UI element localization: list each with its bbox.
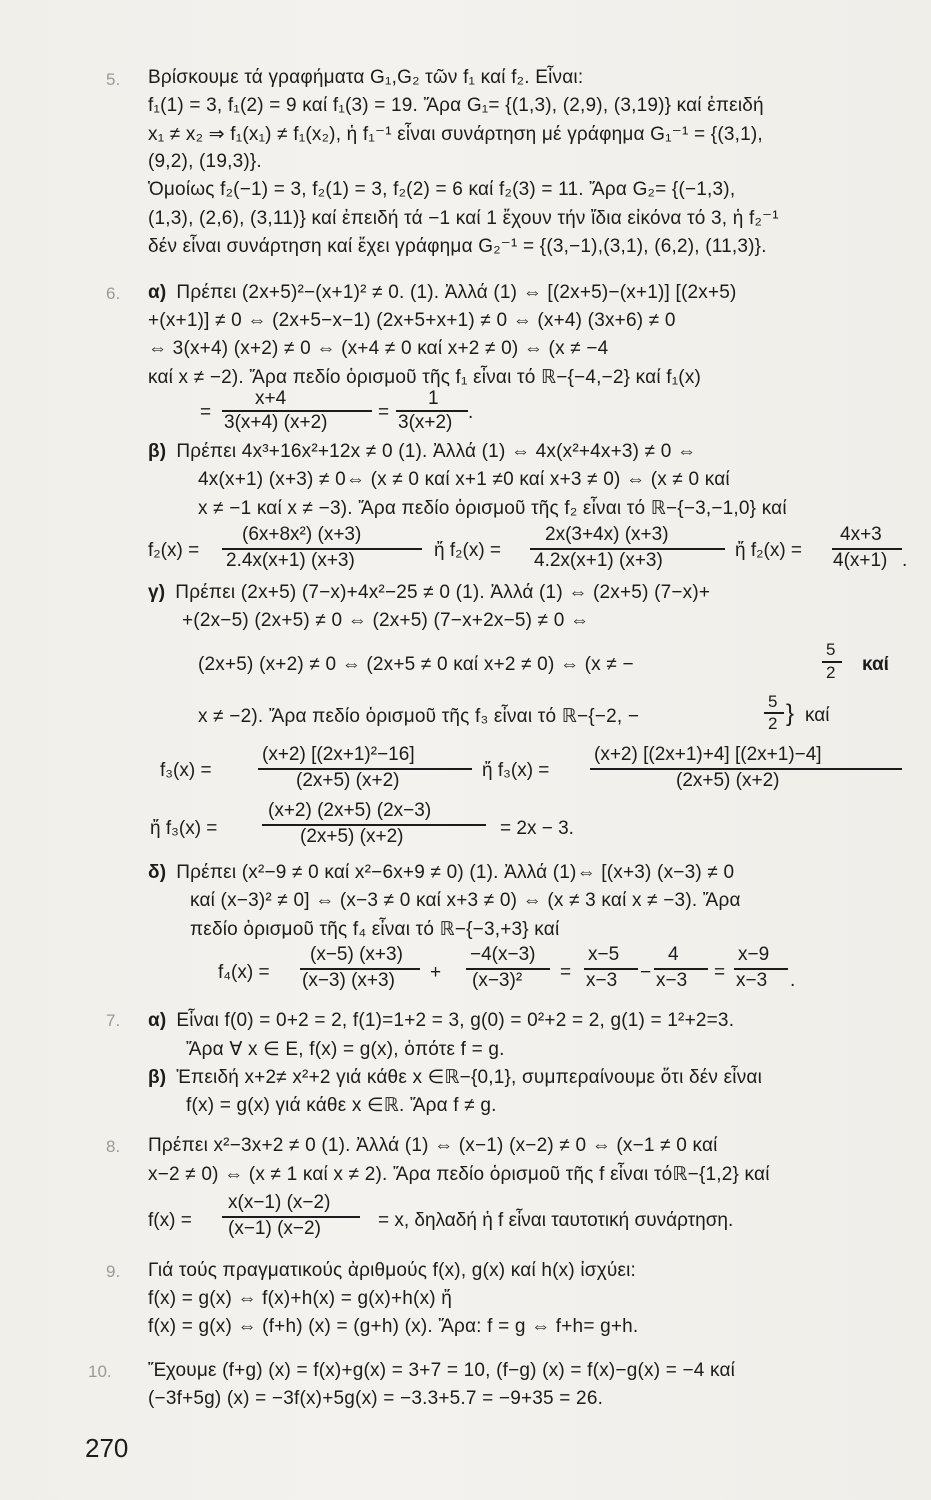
problem-number-6: 6. bbox=[106, 284, 121, 303]
problem-5-line-7: δέν εἶναι συνάρτηση καί ἔχει γράφημα G₂⁻¹ = {(3,−1),(3,1), (6,2), (11,3)}. bbox=[148, 236, 767, 257]
frac-denominator: x−3 bbox=[586, 970, 618, 991]
part-label-beta: β) bbox=[148, 441, 167, 462]
problem-7a-line-1: α) Εἶναι f(0) = 0+2 = 2, f(1)=1+2 = 3, g(0) = 0²+2 = 2, g(1) = 1²+2=3. bbox=[148, 1010, 735, 1031]
frac-lhs: f(x) = bbox=[148, 1210, 192, 1231]
problem-9-line-3: f(x) = g(x) ⇔ (f+h) (x) = (g+h) (x). Ἄρα: f = g ⇔ f+h= g+h. bbox=[148, 1316, 639, 1337]
frac-numerator: (x+2) (2x+5) (2x−3) bbox=[268, 800, 432, 821]
problem-number-8: 8. bbox=[106, 1137, 121, 1156]
problem-6c-line-1: γ) Πρέπει (2x+5) (7−x)+4x²−25 ≠ 0 (1). Ἀλλά (1) ⇔ (2x+5) (7−x)+ bbox=[148, 582, 711, 603]
frac-numerator: x(x−1) (x−2) bbox=[228, 1192, 331, 1213]
frac-numerator: 4 bbox=[668, 944, 679, 965]
frac-numerator: 1 bbox=[428, 388, 439, 409]
part-label-beta: β) bbox=[148, 1067, 167, 1088]
frac-denominator: x−3 bbox=[656, 970, 688, 991]
problem-6c-line-3: (2x+5) (x+2) ≠ 0 ⇔ (2x+5 ≠ 0 καί x+2 ≠ 0) ⇔ (x ≠ − bbox=[198, 654, 634, 675]
problem-8-line-1: Πρέπει x²−3x+2 ≠ 0 (1). Ἀλλά (1) ⇔ (x−1) (x−2) ≠ 0 ⇔ (x−1 ≠ 0 καί bbox=[148, 1135, 718, 1156]
frac-numerator: (x−5) (x+3) bbox=[310, 944, 403, 965]
brace: } bbox=[786, 700, 795, 727]
part-label-alpha: α) bbox=[148, 1010, 167, 1031]
problem-9-line-2: f(x) = g(x) ⇔ f(x)+h(x) = g(x)+h(x) ἤ bbox=[148, 1288, 453, 1309]
problem-6a-line-4: καί x ≠ −2). Ἄρα πεδίο ὁρισμοῦ τῆς f₁ εἶναι τό ℝ−{−4,−2} καί f₁(x) bbox=[148, 367, 702, 388]
frac-denominator: x−3 bbox=[736, 970, 768, 991]
problem-6b-line-1: β) Πρέπει 4x³+16x²+12x ≠ 0 (1). Ἀλλά (1) ⇔ 4x(x²+4x+3) ≠ 0 ⇔ bbox=[148, 441, 697, 462]
frac-rhs: = 2x − 3. bbox=[500, 818, 574, 839]
problem-10-line-1: Ἔχουμε (f+g) (x) = f(x)+g(x) = 3+7 = 10, (f−g) (x) = f(x)−g(x) = −4 καί bbox=[148, 1360, 736, 1381]
problem-6a-line-1: α) Πρέπει (2x+5)²−(x+1)² ≠ 0. (1). Ἀλλά (1) ⇔ [(2x+5)−(x+1)] [(2x+5) bbox=[148, 282, 737, 303]
problem-9-line-1: Γιά τούς πραγματικούς ἀριθμούς f(x), g(x) καί h(x) ἰσχύει: bbox=[148, 1260, 637, 1281]
frac-numerator: 4x+3 bbox=[840, 524, 882, 545]
problem-8-line-2: x−2 ≠ 0) ⇔ (x ≠ 1 καί x ≠ 2). Ἄρα πεδίο ὁρισμοῦ τῆς f εἶναι τόℝ−{1,2} καί bbox=[148, 1164, 770, 1185]
frac-or: ἤ f₂(x) = bbox=[735, 540, 803, 561]
small-frac-numerator: 5 bbox=[768, 692, 778, 711]
part-label-alpha: α) bbox=[148, 282, 167, 303]
part-label-gamma: γ) bbox=[148, 582, 166, 603]
problem-6a-line-2: +(x+1)] ≠ 0 ⇔ (2x+5−x−1) (2x+5+x+1) ≠ 0 ⇔ (x+4) (3x+6) ≠ 0 bbox=[148, 310, 676, 331]
frac-denominator: (2x+5) (x+2) bbox=[296, 770, 400, 791]
page-number: 270 bbox=[85, 1433, 129, 1463]
frac-equals: = bbox=[714, 962, 726, 983]
frac-numerator: x+4 bbox=[255, 388, 287, 409]
problem-7b-line-1: β) Ἐπειδή x+2≠ x²+2 γιά κάθε x ∈ℝ−{0,1}, συμπεραίνουμε ὅτι δέν εἶναι bbox=[148, 1067, 763, 1088]
frac-equals: = bbox=[560, 962, 572, 983]
frac-denominator: (x−3)² bbox=[472, 970, 523, 991]
problem-6c-line-4: x ≠ −2). Ἄρα πεδίο ὁρισμοῦ τῆς f₃ εἶναι τό ℝ−{−2, − bbox=[198, 706, 640, 727]
problem-6d-line-3: πεδίο ὁρισμοῦ τῆς f₄ εἶναι τό ℝ−{−3,+3} καί bbox=[190, 919, 560, 940]
problem-6a-line-3: ⇔ 3(x+4) (x+2) ≠ 0 ⇔ (x+4 ≠ 0 καί x+2 ≠ 0) ⇔ (x ≠ −4 bbox=[148, 338, 609, 359]
frac-denominator: (x−3) (x+3) bbox=[302, 970, 395, 991]
small-frac-numerator: 5 bbox=[826, 640, 836, 659]
frac-suffix: . bbox=[790, 970, 796, 991]
frac-equals: = bbox=[378, 402, 390, 423]
small-frac-denominator: 2 bbox=[826, 663, 836, 682]
frac-suffix: . bbox=[468, 402, 474, 423]
problem-7a-line-2: Ἄρα ∀ x ∈ E, f(x) = g(x), ὁπότε f = g. bbox=[186, 1039, 505, 1060]
frac-denominator: (2x+5) (x+2) bbox=[300, 826, 404, 847]
frac-numerator: (6x+8x²) (x+3) bbox=[242, 524, 362, 545]
frac-lhs: f₄(x) = bbox=[218, 962, 270, 983]
frac-or: ἤ f₂(x) = bbox=[434, 540, 502, 561]
problem-6d-line-1: δ) Πρέπει (x²−9 ≠ 0 καί x²−6x+9 ≠ 0) (1). Ἀλλά (1)⇔ [(x+3) (x−3) ≠ 0 bbox=[148, 862, 735, 883]
problem-6c-line-2: +(2x−5) (2x+5) ≠ 0 ⇔ (2x+5) (7−x+2x−5) ≠ 0 ⇔ bbox=[182, 610, 590, 631]
frac-suffix: . bbox=[902, 550, 908, 571]
frac-rhs: = x, δηλαδή ἡ f εἶναι ταυτοτική συνάρτηση. bbox=[378, 1210, 734, 1231]
problem-5-line-3: x₁ ≠ x₂ ⇒ f₁(x₁) ≠ f₁(x₂), ἡ f₁⁻¹ εἶναι συνάρτηση μέ γράφημα G₁⁻¹ = {(3,1), bbox=[148, 124, 763, 145]
problem-number-9: 9. bbox=[106, 1262, 121, 1281]
frac-denominator: (2x+5) (x+2) bbox=[676, 770, 780, 791]
problem-5-line-6: (1,3), (2,6), (3,11)} καί ἐπειδή τά −1 καί 1 ἔχουν τήν ἴδια εἰκόνα τό 3, ἡ f₂⁻¹ bbox=[148, 208, 779, 229]
frac-denominator: (x−1) (x−2) bbox=[228, 1218, 321, 1239]
problem-5-line-5: Ὁμοίως f₂(−1) = 3, f₂(1) = 3, f₂(2) = 6 καί f₂(3) = 11. Ἄρα G₂= {(−1,3), bbox=[148, 179, 736, 200]
part-label-delta: δ) bbox=[148, 862, 167, 883]
problem-5-line-2: f₁(1) = 3, f₁(2) = 9 καί f₁(3) = 19. Ἄρα G₁= {(1,3), (2,9), (3,19)} καί ἐπειδή bbox=[148, 95, 764, 116]
frac-prefix: = bbox=[200, 402, 212, 423]
problem-6d-line-2: καί (x−3)² ≠ 0] ⇔ (x−3 ≠ 0 καί x+3 ≠ 0) ⇔ (x ≠ 3 καί x ≠ −3). Ἄρα bbox=[190, 890, 741, 911]
frac-denominator: 4(x+1) bbox=[833, 550, 888, 571]
problem-number-10: 10. bbox=[88, 1362, 112, 1381]
problem-5-line-4: (9,2), (19,3)}. bbox=[148, 151, 262, 172]
frac-or: ἤ f₃(x) = bbox=[150, 818, 218, 839]
frac-numerator: (x+2) [(2x+1)²−16] bbox=[262, 744, 415, 765]
problem-5-line-1: Βρίσκουμε τά γραφήματα G₁,G₂ τῶν f₁ καί f₂. Εἶναι: bbox=[148, 67, 584, 88]
frac-numerator: −4(x−3) bbox=[470, 944, 536, 965]
kai-word: καί bbox=[862, 654, 889, 675]
frac-numerator: x−5 bbox=[588, 944, 620, 965]
problem-6b-line-2: 4x(x+1) (x+3) ≠ 0⇔ (x ≠ 0 καί x+1 ≠0 καί x+3 ≠ 0) ⇔ (x ≠ 0 καί bbox=[198, 469, 730, 490]
frac-lhs: f₂(x) = bbox=[148, 540, 200, 561]
small-frac-denominator: 2 bbox=[768, 714, 778, 733]
frac-plus: + bbox=[430, 962, 442, 983]
problem-number-5: 5. bbox=[106, 70, 121, 89]
frac-or: ἤ f₃(x) = bbox=[482, 760, 550, 781]
problem-number-7: 7. bbox=[106, 1011, 121, 1030]
frac-lhs: f₃(x) = bbox=[160, 760, 212, 781]
frac-denominator: 3(x+2) bbox=[398, 412, 453, 433]
frac-denominator: 4.2x(x+1) (x+3) bbox=[534, 550, 663, 571]
frac-minus: − bbox=[640, 962, 652, 983]
problem-6b-line-3: x ≠ −1 καί x ≠ −3). Ἄρα πεδίο ὁρισμοῦ τῆς f₂ εἶναι τό ℝ−{−3,−1,0} καί bbox=[198, 498, 787, 519]
frac-numerator: (x+2) [(2x+1)+4] [(2x+1)−4] bbox=[594, 744, 822, 765]
frac-denominator: 2.4x(x+1) (x+3) bbox=[226, 550, 355, 571]
problem-7b-line-2: f(x) = g(x) γιά κάθε x ∈ℝ. Ἄρα f ≠ g. bbox=[186, 1095, 497, 1116]
kai-word: καί bbox=[805, 705, 830, 726]
frac-denominator: 3(x+4) (x+2) bbox=[224, 412, 328, 433]
problem-10-line-2: (−3f+5g) (x) = −3f(x)+5g(x) = −3.3+5.7 = −9+35 = 26. bbox=[148, 1388, 604, 1409]
frac-numerator: 2x(3+4x) (x+3) bbox=[545, 524, 669, 545]
frac-numerator: x−9 bbox=[738, 944, 770, 965]
